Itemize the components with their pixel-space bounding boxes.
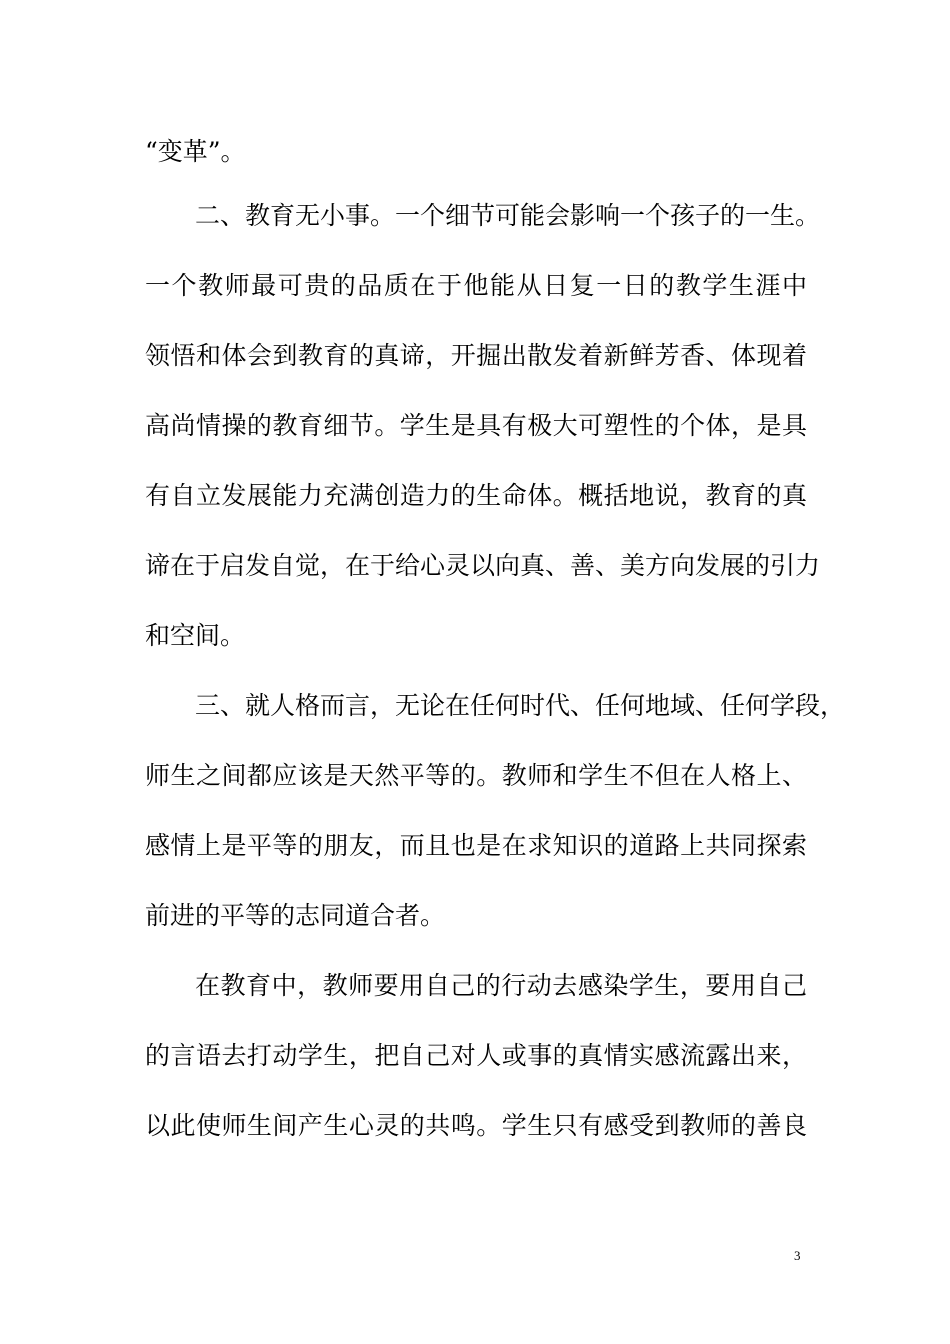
paragraph-line: 领悟和体会到教育的真谛，开掘出散发着新鲜芳香、体现着 [145,341,807,370]
paragraph-line: 感情上是平等的朋友，而且也是在求知识的道路上共同探索 [145,831,807,860]
paragraph-line: 谛在于启发自觉，在于给心灵以向真、善、美方向发展的引力 [145,551,821,580]
paragraph-line: 师生之间都应该是天然平等的。教师和学生不但在人格上、 [145,761,807,790]
paragraph-line: 以此使师生间产生心灵的共鸣。学生只有感受到教师的善良 [145,1111,807,1140]
paragraph-line: 在教育中，教师要用自己的行动去感染学生，要用自己 [195,971,807,1000]
paragraph-line: 有自立发展能力充满创造力的生命体。概括地说，教育的真 [145,481,807,510]
paragraph-line: 一个教师最可贵的品质在于他能从日复一日的教学生涯中 [145,271,807,300]
paragraph-line: 的言语去打动学生，把自己对人或事的真情实感流露出来， [145,1041,807,1070]
paragraph-line: 三、就人格而言，无论在任何时代、任何地域、任何学段， [195,691,846,720]
paragraph-line: 二、教育无小事。一个细节可能会影响一个孩子的一生。 [195,201,821,230]
page-number: 3 [794,1248,801,1263]
paragraph-line: “变革”。 [145,137,246,166]
paragraph-line: 高尚情操的教育细节。学生是具有极大可塑性的个体，是具 [145,411,807,440]
paragraph-line: 前进的平等的志同道合者。 [145,901,446,930]
paragraph-line: 和空间。 [145,621,246,650]
